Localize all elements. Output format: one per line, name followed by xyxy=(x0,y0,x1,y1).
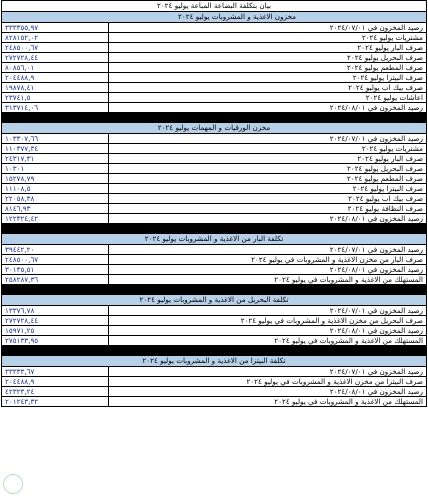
row-value: ٢٧٢٧٢٨,٤٤ xyxy=(2,53,109,63)
sheet-title: بيان بتكلفة البضاعة المباعة يوليو ٢٠٢٤ xyxy=(1,0,427,11)
row-description: رصيد المخزون في ٢٠٢٤/٠٧/٠١ xyxy=(109,23,427,33)
fb-store-table xyxy=(1,22,427,113)
row-description: صرف النظافة يوليو ٢٠٢٤ xyxy=(109,204,427,214)
row-value: ٢٠٤٤٨٨,٩ xyxy=(2,377,109,387)
row-description: صرف البار يوليو ٢٠٢٤ xyxy=(109,154,427,164)
row-description: صرف المطعم يوليو ٢٠٢٤ xyxy=(109,174,427,184)
section-separator xyxy=(1,346,427,355)
table-row xyxy=(2,377,427,387)
row-description: رصيد المخزون في ٢٠٢٤/٠٨/٠١ xyxy=(109,103,427,113)
row-value: ١١٠٣٧٧,٣٤ xyxy=(2,144,109,154)
row-value: ٣٩٤٤٢,٢٠ xyxy=(2,245,109,255)
row-value: ١٣٣٧٦,٧٨ xyxy=(2,306,109,316)
section-header-fb-store: مخزون الاغذية و المشروبات يوليو ٢٠٢٤ xyxy=(1,11,427,22)
row-description: صرف البيتزا يوليو ٢٠٢٤ xyxy=(109,184,427,194)
row-value: ١٩٨٧٨,٤١ xyxy=(2,83,109,93)
table-row xyxy=(2,164,427,174)
row-description: صرف البيتزا يوليو ٢٠٢٤ xyxy=(109,73,427,83)
table-row xyxy=(2,316,427,326)
row-value: ٢٤٣١٧,٣١ xyxy=(2,154,109,164)
table-row xyxy=(2,204,427,214)
row-value: ٢٠٤٤٨٨,٩ xyxy=(2,73,109,83)
row-value: ٢٤٨٥٠٠,٦٧ xyxy=(2,43,109,53)
table-row xyxy=(2,83,427,93)
row-description: صرف البار يوليو ٢٠٢٤ xyxy=(109,43,427,53)
grill-cost-table xyxy=(1,305,427,346)
row-value: ٨٠٨٥٦,٠١ xyxy=(2,63,109,73)
row-description: صرف بيك اب يوليو ٢٠٢٤ xyxy=(109,83,427,93)
row-description: صرف البحريل يوليو ٢٠٢٤ xyxy=(109,164,427,174)
table-row xyxy=(2,144,427,154)
table-row xyxy=(2,265,427,275)
row-description: صرف البحريل من مخزن الاغذية و المشروبات في يوليو ٢٠٢٤ xyxy=(109,316,427,326)
row-value: ٢٣٧٤١,٥ xyxy=(2,93,109,103)
table-row xyxy=(2,43,427,53)
supplies-store-table xyxy=(1,133,427,224)
section-separator xyxy=(1,285,427,294)
row-description: مشتريات يوليو ٢٠٢٤ xyxy=(109,144,427,154)
table-row xyxy=(2,336,427,346)
table-row xyxy=(2,306,427,316)
table-row xyxy=(2,154,427,164)
table-row xyxy=(2,214,427,224)
row-description: صرف البار من مخزن الاغذية و المشروبات في يوليو ٢٠٢٤ xyxy=(109,255,427,265)
row-value: ٨١٤٦,٩٣ xyxy=(2,204,109,214)
row-value: ٢٥٨٢٨٧,٣٦ xyxy=(2,275,109,285)
row-value: ٨٢٨١٥٢,٠٢ xyxy=(2,33,109,43)
row-description: صرف البحريل يوليو ٢٠٢٤ xyxy=(109,53,427,63)
row-description: رصيد المخزون في ٢٠٢٤/٠٨/٠١ xyxy=(109,214,427,224)
row-description: المستهلك من الاغذية و المشروبات في يوليو ٢٠٢٤ xyxy=(109,397,427,407)
table-row xyxy=(2,245,427,255)
row-value: ٣٣٣٣٣,٦٧ xyxy=(2,367,109,377)
row-value: ١٥٩٧١,٢٥ xyxy=(2,326,109,336)
section-header-pizza-cost: تكلفة البيتزا من الاغذية و المشروبات يوليو ٢٠٢٤ xyxy=(1,355,427,366)
table-row xyxy=(2,53,427,63)
row-description: رصيد المخزون في ٢٠٢٤/٠٧/٠١ xyxy=(109,134,427,144)
watermark-stamp-icon xyxy=(3,474,23,494)
table-row xyxy=(2,397,427,407)
row-description: اعاشات يوليو ٢٠٢٤ xyxy=(109,93,427,103)
table-row xyxy=(2,184,427,194)
pizza-cost-table xyxy=(1,366,427,407)
row-description: صرف المطعم يوليو ٢٠٢٤ xyxy=(109,63,427,73)
section-header-bar-cost: تكلفة البار من الاغذية و المشروبات يوليو ٢٠٢٤ xyxy=(1,233,427,244)
row-description: رصيد المخزون في ٢٠٢٤/٠٨/٠١ xyxy=(109,387,427,397)
row-value: ٤٢٣٢٣,٢٤ xyxy=(2,387,109,397)
table-row xyxy=(2,174,427,184)
table-row xyxy=(2,93,427,103)
row-value: ٢٠١٢٤٣,٣٢ xyxy=(2,397,109,407)
row-value: ١٠٣٠١ xyxy=(2,164,109,174)
row-value: ٢٧٢٧٢٨,٤٤ xyxy=(2,316,109,326)
table-row xyxy=(2,194,427,204)
section-separator xyxy=(1,113,427,122)
row-value: ١٢٢٣٢٤,٤٢ xyxy=(2,214,109,224)
row-description: صرف بيك اب يوليو ٢٠٢٤ xyxy=(109,194,427,204)
row-value: ٢٧٥١٣٣,٩٥ xyxy=(2,336,109,346)
row-description: رصيد المخزون في ٢٠٢٤/٠٨/٠١ xyxy=(109,326,427,336)
cost-of-goods-sheet xyxy=(1,0,427,498)
row-description: رصيد المخزون في ٢٠٢٤/٠٨/٠١ xyxy=(109,265,427,275)
section-header-supplies-store: مخزن الورقيات و المهمات يوليو ٢٠٢٤ xyxy=(1,122,427,133)
table-row xyxy=(2,387,427,397)
table-row xyxy=(2,103,427,113)
row-description: رصيد المخزون في ٢٠٢٤/٠٧/٠١ xyxy=(109,245,427,255)
bar-cost-table xyxy=(1,244,427,285)
row-description: مشتريات يوليو ٢٠٢٤ xyxy=(109,33,427,43)
table-row xyxy=(2,33,427,43)
table-row xyxy=(2,63,427,73)
row-description: المستهلك من الاغذية و المشروبات في يوليو ٢٠٢٤ xyxy=(109,275,427,285)
row-value: ٣٠١٣٥,٥١ xyxy=(2,265,109,275)
row-value: ٢٢٠٥٨,٣٨ xyxy=(2,194,109,204)
row-description: رصيد المخزون في ٢٠٢٤/٠٧/٠١ xyxy=(109,367,427,377)
row-value: ١٠٣٣٠٧,٦٦ xyxy=(2,134,109,144)
section-separator xyxy=(1,224,427,233)
row-value: ٢٤٨٥٠٠,٦٧ xyxy=(2,255,109,265)
row-value: ٣٣٣٣٥٥,٩٧ xyxy=(2,23,109,33)
table-row xyxy=(2,73,427,83)
table-row xyxy=(2,134,427,144)
row-description: صرف البيتزا من مخزن الاغذية و المشروبات في يوليو ٢٠٢٤ xyxy=(109,377,427,387)
table-row xyxy=(2,255,427,265)
row-value: ١١١٠٨,٥ xyxy=(2,184,109,194)
table-row xyxy=(2,367,427,377)
row-value: ٣١٣٧١٤,٠٦ xyxy=(2,103,109,113)
row-description: رصيد المخزون في ٢٠٢٤/٠٧/٠١ xyxy=(109,306,427,316)
table-row xyxy=(2,23,427,33)
row-description: المستهلك من الاغذية و المشروبات في يوليو ٢٠٢٤ xyxy=(109,336,427,346)
section-header-grill-cost: تكلفة البحريل من الاغذية و المشروبات يوليو ٢٠٢٤ xyxy=(1,294,427,305)
table-row xyxy=(2,275,427,285)
table-row xyxy=(2,326,427,336)
row-value: ١٥٢٧٨,٧٩ xyxy=(2,174,109,184)
